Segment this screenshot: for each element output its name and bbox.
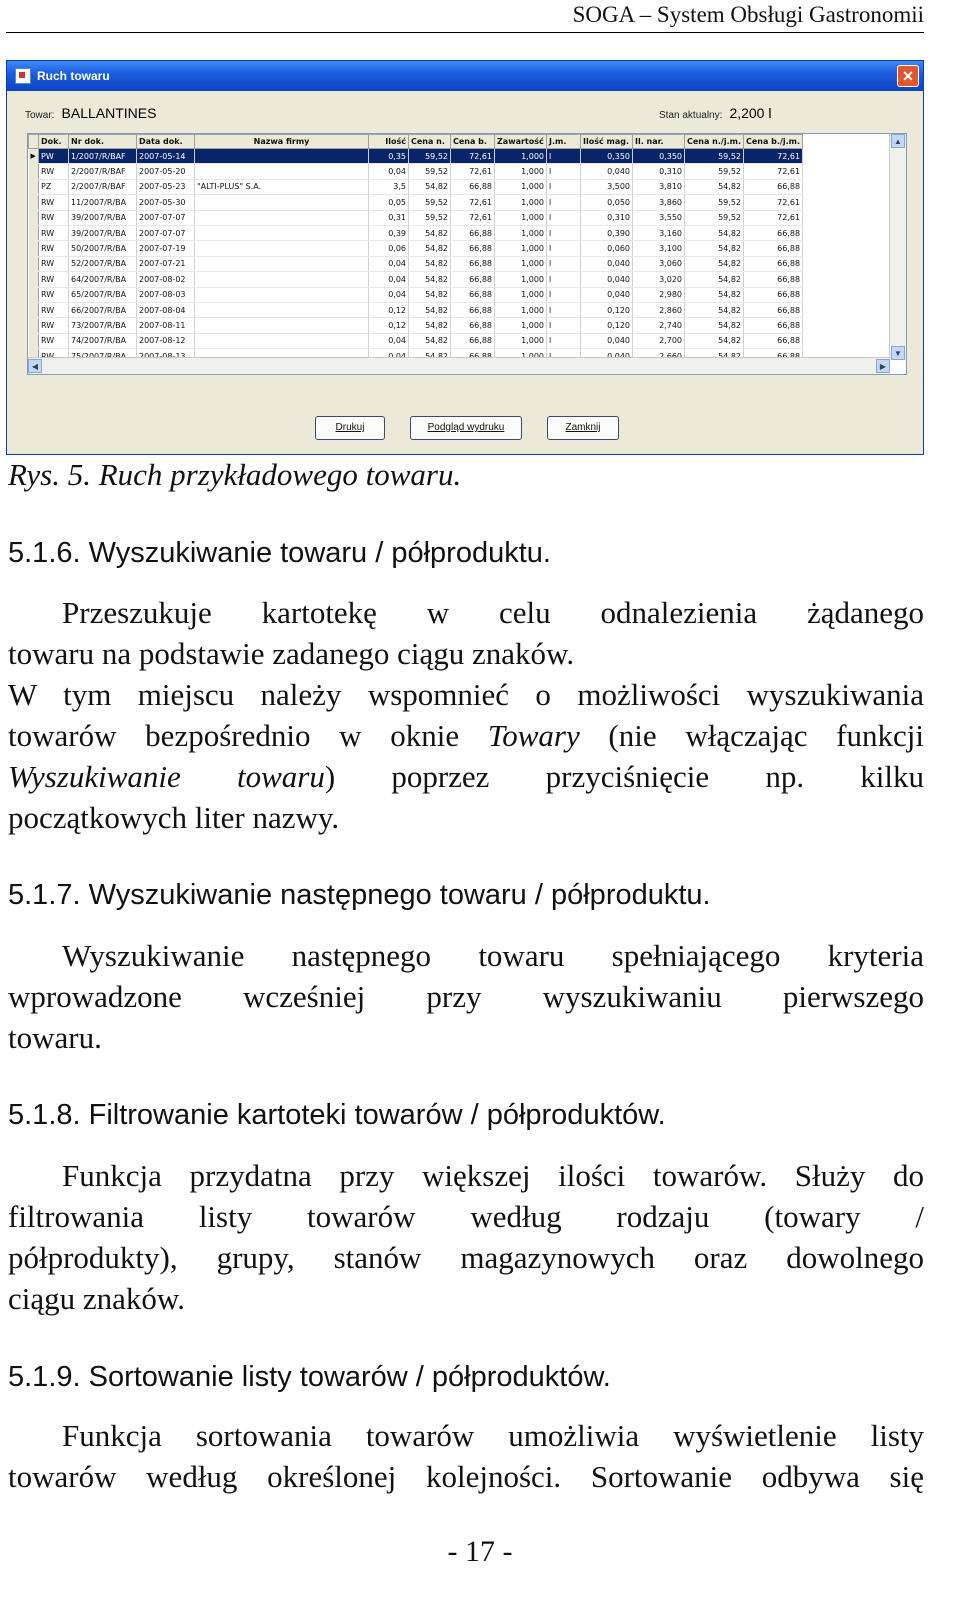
table-cell: 54,82 [685,272,744,287]
table-cell: 3,550 [633,210,685,225]
column-header[interactable]: J.m. [547,135,581,149]
table-cell: 1,000 [495,210,547,225]
table-cell: 2007-08-02 [137,272,195,287]
table-cell: 3,5 [369,179,409,194]
column-header[interactable]: Data dok. [137,135,195,149]
table-cell: 66,88 [451,333,495,348]
table-cell: 59,52 [685,210,744,225]
table-cell: 0,05 [369,195,409,210]
section-5-1-9-heading: 5.1.9. Sortowanie listy towarów / półproduktów. [8,1361,611,1393]
table-cell: 2007-07-21 [137,256,195,271]
table-cell: 0,040 [581,287,633,302]
table-cell: 1,000 [495,179,547,194]
scroll-up-icon[interactable]: ▲ [891,134,905,148]
column-header[interactable]: Cena b./j.m. [744,135,803,149]
table-cell: RW [39,241,69,256]
column-header[interactable]: Nazwa firmy [195,135,369,149]
table-cell: 64/2007/R/BA [69,272,137,287]
movement-table [28,134,803,375]
table-row[interactable] [29,333,803,348]
horizontal-scrollbar[interactable] [28,357,890,374]
table-cell: 2/2007/R/BAF [69,164,137,179]
table-cell: 2007-05-30 [137,195,195,210]
table-cell: 2,980 [633,287,685,302]
table-cell: 0,040 [581,256,633,271]
stan-info [659,105,771,121]
scroll-right-icon[interactable]: ▶ [876,359,890,373]
table-cell: 1,000 [495,318,547,333]
table-cell: 0,120 [581,318,633,333]
table-cell: 1,000 [495,164,547,179]
table-cell: 1,000 [495,241,547,256]
table-cell: l [547,149,581,164]
table-cell: 54,82 [409,256,451,271]
table-cell: PW [39,149,69,164]
table-cell: 0,04 [369,164,409,179]
table-row[interactable] [29,241,803,256]
table-cell: 0,040 [581,333,633,348]
scroll-down-icon[interactable]: ▼ [891,346,905,360]
table-cell: 3,860 [633,195,685,210]
table-cell: 2,700 [633,333,685,348]
table-cell: 0,12 [369,318,409,333]
table-cell: 2007-07-07 [137,225,195,240]
table-cell: 54,82 [685,179,744,194]
row-indicator[interactable] [29,164,39,179]
table-cell: 0,310 [633,164,685,179]
table-row[interactable] [29,256,803,271]
paragraph-line: początkowych liter nazwy. [8,800,340,835]
table-cell: 2007-07-07 [137,210,195,225]
table-cell: 2007-08-12 [137,333,195,348]
table-row[interactable] [29,287,803,302]
row-indicator[interactable] [29,256,39,271]
table-cell [195,333,369,348]
table-cell: 3,810 [633,179,685,194]
table-cell: 54,82 [685,225,744,240]
window-title: Ruch towaru [37,69,110,83]
table-cell: 2,860 [633,302,685,317]
table-cell: 0,04 [369,287,409,302]
towar-value: BALLANTINES [61,105,157,121]
scroll-left-icon[interactable]: ◀ [28,359,42,373]
table-cell: 72,61 [451,210,495,225]
table-cell: 59,52 [409,149,451,164]
table-cell: 3,020 [633,272,685,287]
table-cell: 59,52 [685,195,744,210]
table-cell: 1,000 [495,149,547,164]
paragraph-line: W tym miejscu należy wspomnieć o możliwości wyszukiwania [8,677,924,712]
paragraph-line: Funkcja sortowania towarów umożliwia wyświetlenie listy [62,1418,924,1453]
row-indicator[interactable] [29,302,39,317]
close-icon[interactable]: ✕ [897,65,919,87]
table-cell: 2007-05-14 [137,149,195,164]
paragraph-line: wprowadzone wcześniej przy wyszukiwaniu pierwszego [8,979,924,1014]
close-button[interactable]: Zamknij [547,416,619,440]
table-cell: 0,050 [581,195,633,210]
table-cell: 54,82 [685,241,744,256]
row-indicator[interactable] [29,195,39,210]
table-cell: 72,61 [451,149,495,164]
table-cell: 1,000 [495,287,547,302]
table-cell: 65/2007/R/BA [69,287,137,302]
table-cell: l [547,164,581,179]
text-span: ) poprzez przyciśnięcie np. kilku [324,759,924,794]
table-cell [195,287,369,302]
table-cell: 0,31 [369,210,409,225]
table-cell: 1,000 [495,195,547,210]
table-cell: l [547,210,581,225]
table-cell: l [547,333,581,348]
table-cell: 39/2007/R/BA [69,225,137,240]
table-row[interactable] [29,272,803,287]
table-cell: PZ [39,179,69,194]
table-cell: l [547,287,581,302]
table-cell: 11/2007/R/BA [69,195,137,210]
table-cell: 39/2007/R/BA [69,210,137,225]
table-cell: RW [39,210,69,225]
table-cell: 54,82 [685,318,744,333]
table-cell: 72,61 [744,149,803,164]
table-cell: 50/2007/R/BA [69,241,137,256]
figure-caption: Rys. 5. Ruch przykładowego towaru. [8,457,462,492]
header-rule [6,32,924,33]
table-cell [195,241,369,256]
table-cell: 0,390 [581,225,633,240]
section-5-1-8-heading: 5.1.8. Filtrowanie kartoteki towarów / półproduktów. [8,1099,666,1131]
towar-label: Towar: [25,110,55,121]
column-header[interactable]: Cena n./j.m. [685,135,744,149]
table-cell: 66,88 [744,256,803,271]
movement-grid[interactable] [27,133,907,375]
table-cell: 3,060 [633,256,685,271]
table-cell: 72,61 [744,195,803,210]
stan-value: 2,200 l [729,105,772,121]
paragraph-line [8,715,924,756]
table-cell: 54,82 [685,302,744,317]
paragraph-line: Wyszukiwanie następnego towaru spełniającego kryteria [62,938,924,973]
table-cell: 2007-08-11 [137,318,195,333]
table-cell: 66,88 [451,302,495,317]
table-cell: 1,000 [495,302,547,317]
table-cell: 1,000 [495,333,547,348]
stan-label: Stan aktualny: [659,110,723,121]
table-cell: 3,100 [633,241,685,256]
table-cell: l [547,179,581,194]
window-titlebar[interactable] [7,61,923,91]
table-row[interactable] [29,210,803,225]
table-cell: 72,61 [451,164,495,179]
table-cell: RW [39,164,69,179]
table-cell: 2/2007/R/BAF [69,179,137,194]
column-header[interactable]: Nr dok. [69,135,137,149]
row-indicator[interactable] [29,318,39,333]
table-cell: l [547,195,581,210]
table-cell: 0,04 [369,256,409,271]
table-cell: 2007-08-03 [137,287,195,302]
table-cell: 74/2007/R/BA [69,333,137,348]
table-cell: 54,82 [685,287,744,302]
row-indicator[interactable] [29,333,39,348]
table-cell: 66/2007/R/BA [69,302,137,317]
table-cell: 0,35 [369,149,409,164]
table-cell: 66,88 [744,318,803,333]
table-row[interactable] [29,302,803,317]
table-cell: 54,82 [409,318,451,333]
section-5-1-7-heading: 5.1.7. Wyszukiwanie następnego towaru / półproduktu. [8,879,711,911]
table-cell: 0,04 [369,333,409,348]
table-cell: RW [39,195,69,210]
table-cell [195,256,369,271]
print-button[interactable]: Drukuj [315,416,385,440]
table-cell: 66,88 [744,333,803,348]
paragraph-line: filtrowania listy towarów według rodzaju (towary / [8,1199,924,1234]
table-cell: 54,82 [409,272,451,287]
table-cell: RW [39,302,69,317]
current-row-arrow-icon[interactable]: ▶ [29,149,39,164]
table-cell: 0,06 [369,241,409,256]
table-cell: l [547,318,581,333]
section-5-1-6-heading: 5.1.6. Wyszukiwanie towaru / półproduktu. [8,537,551,569]
table-cell: 0,350 [581,149,633,164]
table-cell: 66,88 [744,179,803,194]
table-cell [195,225,369,240]
table-cell: 0,060 [581,241,633,256]
towar-info [25,105,156,121]
table-cell: 1,000 [495,256,547,271]
table-cell: l [547,272,581,287]
table-cell: 66,88 [744,241,803,256]
table-cell: 0,39 [369,225,409,240]
table-row[interactable] [29,225,803,240]
table-header-row [29,135,803,149]
vertical-scrollbar[interactable] [889,134,906,360]
table-cell: 66,88 [744,287,803,302]
table-cell: 59,52 [685,164,744,179]
column-header[interactable]: Ilość [369,135,409,149]
table-row[interactable] [29,179,803,194]
column-header[interactable]: Zawartość [495,135,547,149]
table-cell: 66,88 [451,256,495,271]
text-span: (nie włączając funkcji [579,718,924,753]
table-cell: l [547,241,581,256]
paragraph-line: ciągu znaków. [8,1281,186,1316]
table-cell: l [547,256,581,271]
column-header[interactable]: Cena n. [409,135,451,149]
table-cell: 54,82 [685,256,744,271]
table-cell: 72,61 [744,210,803,225]
paragraph-line [8,756,924,797]
table-cell: l [547,225,581,240]
table-cell: 54,82 [409,179,451,194]
table-cell: 2007-05-23 [137,179,195,194]
ruch-towaru-window [6,60,924,455]
table-cell: RW [39,318,69,333]
table-cell [195,210,369,225]
paragraph-line: towaru. [8,1020,102,1055]
table-cell: 66,88 [451,225,495,240]
table-row[interactable] [29,164,803,179]
paragraph-line: Funkcja przydatna przy większej ilości towarów. Służy do [62,1158,924,1193]
table-cell: 52/2007/R/BA [69,256,137,271]
column-header[interactable]: Cena b. [451,135,495,149]
table-cell: 66,88 [451,318,495,333]
table-cell: RW [39,225,69,240]
text-span-italic: Wyszukiwanie towaru [8,759,325,794]
table-cell: 54,82 [409,225,451,240]
table-row[interactable] [29,195,803,210]
column-header[interactable]: Dok. [39,135,69,149]
table-cell: 54,82 [409,287,451,302]
table-cell: 0,120 [581,302,633,317]
table-cell [195,302,369,317]
table-cell [195,272,369,287]
row-indicator[interactable] [29,225,39,240]
table-cell: 1,000 [495,225,547,240]
table-cell: RW [39,272,69,287]
window-app-icon [15,68,31,84]
table-cell [195,318,369,333]
row-indicator-header [29,135,39,149]
table-cell: 3,500 [581,179,633,194]
table-cell: 54,82 [409,333,451,348]
table-cell: 59,52 [685,149,744,164]
table-cell: 0,04 [369,272,409,287]
table-cell: 2007-07-19 [137,241,195,256]
table-cell: RW [39,333,69,348]
table-cell: 2,740 [633,318,685,333]
table-cell: 59,52 [409,164,451,179]
table-cell: 59,52 [409,210,451,225]
table-cell: 2007-05-20 [137,164,195,179]
table-cell: 0,310 [581,210,633,225]
table-cell: 54,82 [409,302,451,317]
table-cell: 59,52 [409,195,451,210]
row-indicator[interactable] [29,179,39,194]
table-cell: 66,88 [744,272,803,287]
info-row [21,103,909,123]
table-cell: 1,000 [495,272,547,287]
paragraph-line: towaru na podstawie zadanego ciągu znaków. [8,636,575,671]
table-cell: 72,61 [451,195,495,210]
table-cell [195,149,369,164]
row-indicator[interactable] [29,241,39,256]
table-cell: 0,040 [581,272,633,287]
table-cell: 66,88 [744,225,803,240]
paragraph-line: Przeszukuje kartotekę w celu odnalezienia żądanego [62,595,924,630]
table-cell: 72,61 [744,164,803,179]
column-header[interactable]: Ilość mag. [581,135,633,149]
table-cell: 66,88 [744,302,803,317]
paragraph-line: półprodukty), grupy, stanów magazynowych oraz dowolnego [8,1240,924,1275]
table-cell: 73/2007/R/BA [69,318,137,333]
table-cell: RW [39,287,69,302]
text-span: towarów bezpośrednio w oknie [8,718,488,753]
text-span-italic: Towary [487,718,580,753]
page-number: - 17 - [447,1535,513,1568]
table-row[interactable] [29,149,803,164]
table-cell: 0,12 [369,302,409,317]
row-indicator[interactable] [29,272,39,287]
running-header: SOGA – System Obsługi Gastronomii [572,2,924,27]
table-cell: "ALTI-PLUS" S.A. [195,179,369,194]
table-cell: 0,350 [633,149,685,164]
table-cell [195,164,369,179]
table-row[interactable] [29,318,803,333]
table-cell: l [547,302,581,317]
table-cell: 2007-08-04 [137,302,195,317]
table-cell: 54,82 [409,241,451,256]
table-cell: RW [39,256,69,271]
table-cell: 66,88 [451,241,495,256]
print-preview-button[interactable]: Podgląd wydruku [410,416,522,440]
table-cell: 66,88 [451,179,495,194]
table-cell: 0,040 [581,164,633,179]
table-cell: 3,160 [633,225,685,240]
table-cell [195,195,369,210]
paragraph-line: towarów według określonej kolejności. Sortowanie odbywa się [8,1459,924,1494]
table-cell: 66,88 [451,287,495,302]
table-cell: 66,88 [451,272,495,287]
row-indicator[interactable] [29,210,39,225]
table-cell: 54,82 [685,333,744,348]
table-cell: 1/2007/R/BAF [69,149,137,164]
column-header[interactable]: Il. nar. [633,135,685,149]
row-indicator[interactable] [29,287,39,302]
